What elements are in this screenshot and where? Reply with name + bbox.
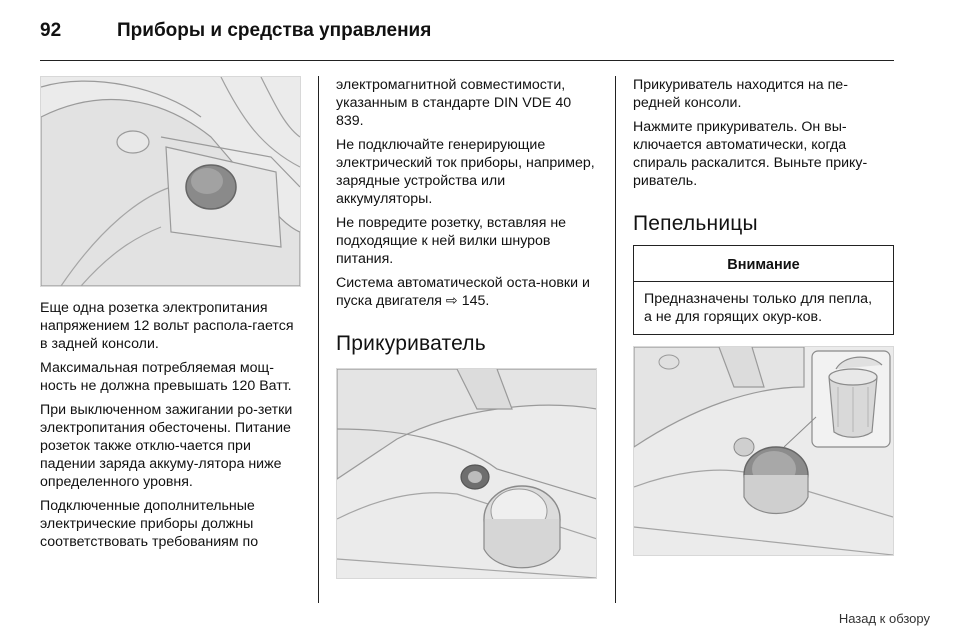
paragraph: Система автоматической оста-новки и пуска двигателя ⇨ 145. [336, 275, 590, 309]
warning-text: Предназначены только для пепла, а не для горящих окур-ков. [644, 291, 873, 325]
warning-title: Внимание [634, 246, 893, 282]
column-2 [336, 76, 598, 579]
cigarette-lighter-heading: Прикуриватель [336, 332, 486, 355]
back-to-overview-link[interactable]: Назад к обзору [838, 611, 930, 626]
column-1 [40, 76, 301, 557]
warning-box [633, 245, 894, 335]
paragraph: Не подключайте генерирующие электрический ток приборы, например, зарядные устройства или аккумуляторы. [336, 137, 595, 207]
section-title: Приборы и средства управления [117, 20, 432, 41]
cigarette-lighter-illustration [336, 368, 597, 579]
column-divider [318, 76, 319, 603]
paragraph: При выключенном зажигании ро-зетки электропитания обесточены. Питание розеток также отклю-чается при падении заряда аккуму-лятора ниже определенного уровня. [40, 402, 293, 490]
ashtray-illustration [633, 346, 894, 556]
paragraph: Нажмите прикуриватель. Он вы-ключается автоматически, когда спираль раскалится. Выньте прику-риватель. [633, 119, 868, 189]
paragraph: Не повредите розетку, вставляя не подходящие к ней вилки шнуров питания. [336, 215, 567, 267]
column-divider [615, 76, 616, 603]
paragraph: Подключенные дополнительные электрические приборы должны соответствовать требованиям по [40, 498, 259, 550]
rear-console-socket-illustration [40, 76, 301, 287]
header-rule [40, 60, 894, 61]
page-number: 92 [40, 20, 62, 41]
paragraph: Еще одна розетка электропитания напряжением 12 вольт распола-гается в задней консоли. [40, 300, 294, 352]
paragraph: Прикуриватель находится на пе-редней консоли. [633, 77, 848, 111]
page-header [40, 18, 894, 46]
column-3 [633, 76, 894, 556]
paragraph: Максимальная потребляемая мощ-ность не должна превышать 120 Ватт. [40, 360, 292, 394]
ashtrays-heading: Пепельницы [633, 212, 758, 235]
paragraph: электромагнитной совместимости, указанным в стандарте DIN VDE 40 839. [336, 77, 572, 129]
